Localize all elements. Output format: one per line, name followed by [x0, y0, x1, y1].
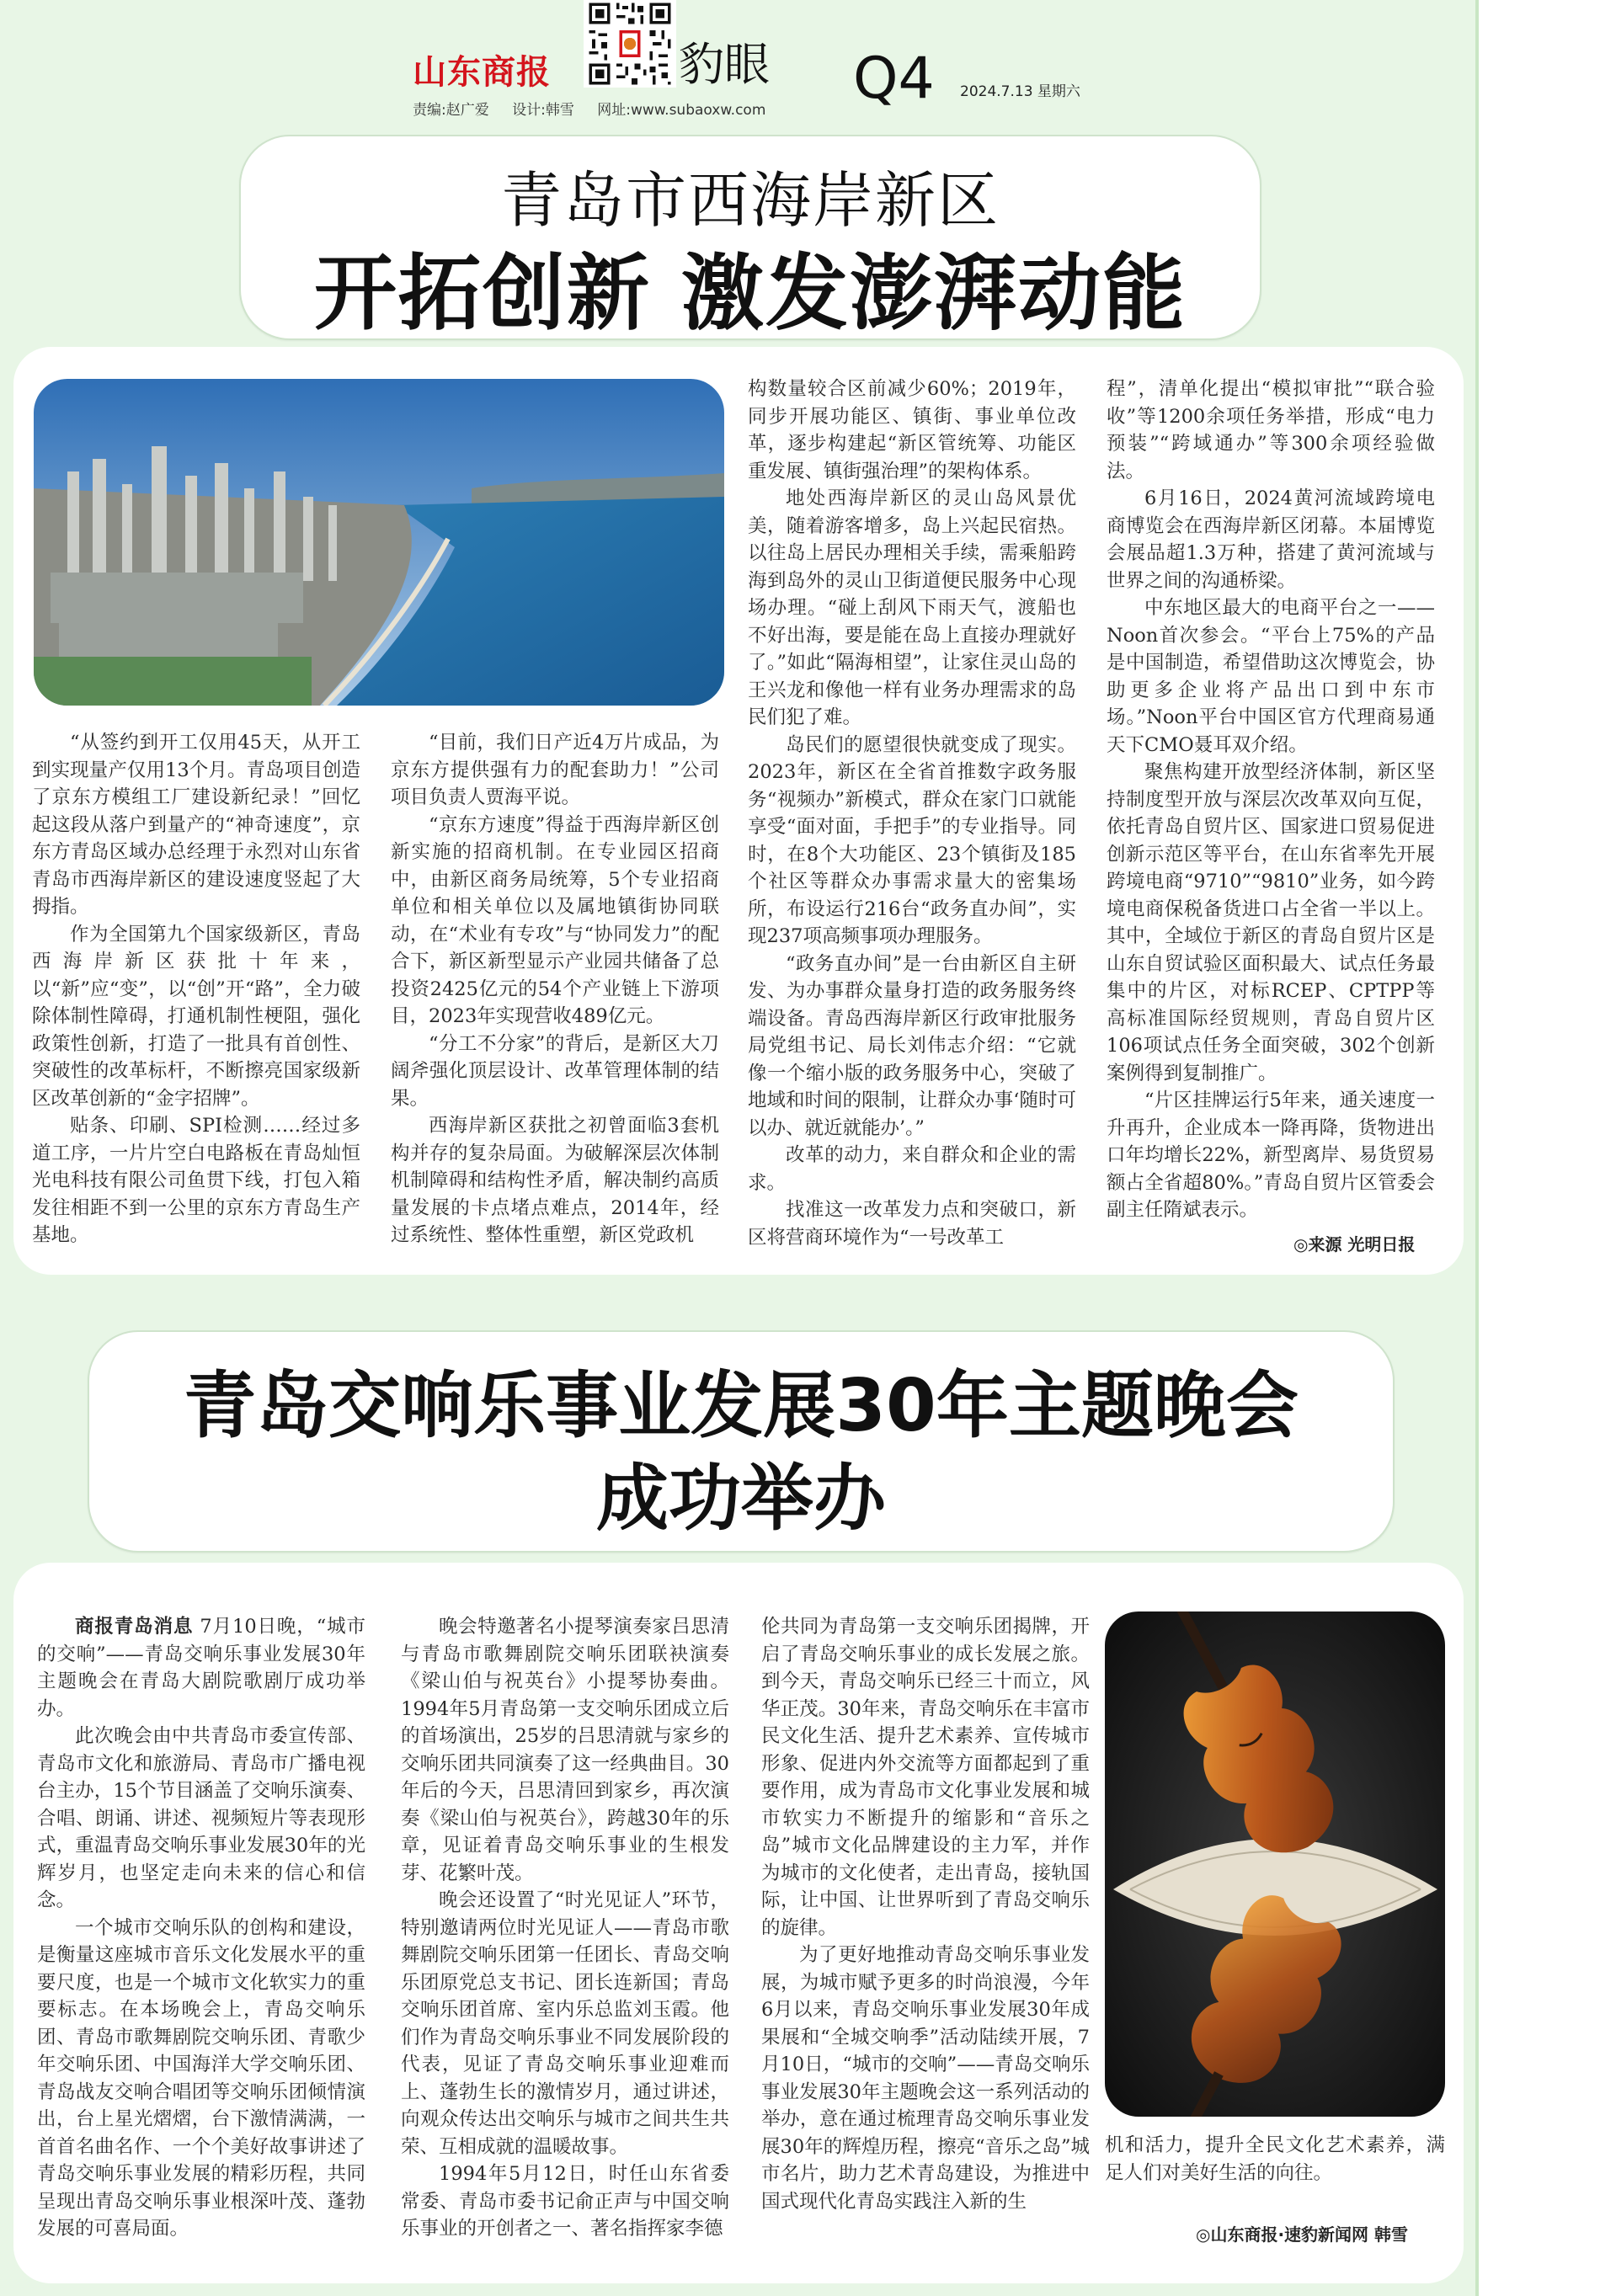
paragraph: 中东地区最大的电商平台之一——Noon首次参会。“平台上75%的产品是中国制造，希望借助这次博览会，协助更多企业将产品出口到中东市场。”Noon平台中国区官方代理商易通天下CMO聂耳双介绍。: [1107, 597, 1435, 756]
editor-credit: 责编:赵广爱: [413, 102, 489, 119]
article1-source: ◎来源 光明日报: [1293, 1234, 1416, 1255]
paragraph: “政务直办间”是一台由新区自主研发、为办事群众量身打造的政务服务终端设备。青岛西海岸新区行政审批服务局党组书记、局长刘伟志介绍：“它就像一个缩小版的政务服务中心，突破了地域和时间的限制，让群众办事‘随时可以办、就近就能办’。”: [748, 952, 1076, 1139]
article2-title-line-2: 成功举办: [596, 1457, 886, 1541]
paragraph: 西海岸新区获批之初曾面临3套机构并存的复杂局面。为破解深层次体制机制障碍和结构性矛盾，解决制约高质量发展的卡点堵点难点，2014年，经过系统性、整体性重塑，新区党政机: [391, 1115, 719, 1246]
paragraph: 岛民们的愿望很快就变成了现实。2023年，新区在全省首推数字政务服务“视频办”新模式，群众在家门口就能享受“面对面，手把手”的专业指导。同时，在8个大功能区、23个镇街及185个社区等群众办事需求量大的密集场所，布设运行216台“政务直办间”，实现237项高频事项办理服务。: [748, 733, 1076, 947]
article2-column-4: [1105, 2132, 1445, 2187]
article2-column-2: [401, 1613, 729, 2243]
paragraph: “片区挂牌运行5年来，通关速度一升再升，企业成本一降再降，货物进出口年均增长22%，新型离岸、易货贸易额占全省超80%。”青岛自贸片区管委会副主任隋斌表示。: [1107, 1089, 1435, 1221]
article1-column-4: [1107, 376, 1435, 1224]
article1-headline-box: [239, 135, 1261, 340]
article1-subtitle: 青岛市西海岸新区: [500, 165, 1000, 236]
article1-column-2: [391, 729, 719, 1249]
paragraph: 改革的动力，来自群众和企业的需求。: [748, 1144, 1076, 1194]
paragraph: 机和活力，提升全民文化艺术素养，满足人们对美好生活的向往。: [1105, 2134, 1445, 2184]
page-edge-stripe: [1475, 0, 1479, 2296]
paragraph: “目前，我们日产近4万片成品，为京东方提供强有力的配套助力！”公司项目负责人贾海平说。: [391, 732, 719, 808]
section-title: 豹眼: [679, 38, 770, 91]
paragraph: 构数量较合区前减少60%；2019年，同步开展功能区、镇街、事业单位改革，逐步构建起“新区管统筹、功能区重发展、镇街强治理”的架构体系。: [748, 378, 1076, 482]
article2-column-1: [37, 1613, 365, 2243]
article2-title-line-1: 青岛交响乐事业发展30年主题晚会: [184, 1364, 1299, 1448]
paragraph: 为了更好地推动青岛交响乐事业发展，为城市赋予更多的时尚浪漫，今年6月以来，青岛交响乐事业发展30年成果展和“全城交响季”活动陆续开展，7月10日，“城市的交响”——青岛交响乐事业发展30年主题晚会这一系列活动的举办，意在通过梳理青岛交响乐事业发展30年的辉煌历程，擦亮“音乐之岛”城市名片，助力艺术青岛建设，为推进中国式现代化青岛实践注入新的生: [761, 1944, 1090, 2213]
qr-code-icon: [584, 0, 676, 88]
paragraph: 程”，清单化提出“模拟审批”“联合验收”等1200余项任务举措，形成“电力预装”“跨域通办”等300余项经验做法。: [1107, 378, 1435, 482]
paragraph: 聚焦构建开放型经济体制，新区坚持制度型开放与深层次改革双向互促，依托青岛自贸片区、国家进口贸易促进创新示范区等平台，在山东省率先开展跨境电商“9710”“9810”业务，如今跨境电商保税备货进口占全省一半以上。其中，全域位于新区的青岛自贸片区是山东自贸试验区面积最大、试点任务最集中的片区，对标RCEP、CPTPP等高标准国际经贸规则，青岛自贸片区106项试点任务全面突破，302个创新案例得到复制推广。: [1107, 761, 1435, 1084]
page-number: Q4: [853, 45, 935, 112]
paragraph: 晚会还设置了“时光见证人”环节，特别邀请两位时光见证人——青岛市歌舞剧院交响乐团第一任团长、青岛交响乐团原党总支书记、团长连新国；青岛交响乐团首席、室内乐总监刘玉霞。他们作为青岛交响乐事业不同发展阶段的代表，见证了青岛交响乐事业迎难而上、蓬勃生长的激情岁月，通过讲述，向观众传达出交响乐与城市之间共生共荣、互相成就的温暖故事。: [401, 1889, 729, 2158]
issue-date: 2024.7.13 星期六: [960, 83, 1080, 100]
paragraph: 贴条、印刷、SPI检测……经过多道工序，一片片空白电路板在青岛灿恒光电科技有限公司鱼贯下线，打包入箱发往相距不到一公里的京东方青岛生产基地。: [32, 1115, 360, 1246]
paragraph: “从签约到开工仅用45天，从开工到实现量产仅用13个月。青岛项目创造了京东方模组工厂建设新纪录！”回忆起这段从落户到量产的“神奇速度”，京东方青岛区域办总经理于永烈对山东省青岛市西海岸新区的建设速度竖起了大拇指。: [32, 732, 360, 918]
paragraph: “分工不分家”的背后，是新区大刀阔斧强化顶层设计、改革管理体制的结果。: [391, 1032, 719, 1110]
paragraph: 作为全国第九个国家级新区，青岛西海岸新区获批十年来，以“新”应“变”，以“创”开“路”，全力破除体制性障碍，打通机制性梗阻，强化政策性创新，打造了一批具有首创性、突破性的改革标杆，不断擦亮国家级新区改革创新的“金字招牌”。: [32, 923, 360, 1110]
website-credit: 网址:www.subaoxw.com: [597, 102, 766, 119]
paragraph: 地处西海岸新区的灵山岛风景优美，随着游客增多，岛上兴起民宿热。以往岛上居民办理相关手续，需乘船跨海到岛外的灵山卫街道便民服务中心现场办理。“碰上刮风下雨天气，渡船也不好出海，要是能在岛上直接办理就好了。”如此“隔海相望”，让家住灵山岛的王兴龙和像他一样有业务办理需求的岛民们犯了难。: [748, 487, 1076, 728]
paragraph: 7月10日晚，“城市的交响”——青岛交响乐事业发展30年主题晚会在青岛大剧院歌剧厅成功举办。: [37, 1616, 365, 1720]
article2-column-3: [761, 1613, 1090, 2215]
newspaper-logo: 山东商报: [413, 53, 551, 92]
designer-credit: 设计:韩雪: [512, 102, 574, 119]
article2-lead: 商报青岛消息: [75, 1616, 194, 1638]
violin-art-photo: [1105, 1611, 1445, 2117]
paragraph: 找准这一改革发力点和突破口，新区将营商环境作为“一号改革工: [748, 1199, 1076, 1249]
paragraph: 6月16日，2024黄河流域跨境电商博览会在西海岸新区闭幕。本届博览会展品超1.3万种，搭建了黄河流域与世界之间的沟通桥梁。: [1107, 487, 1435, 592]
coastal-city-photo: [34, 379, 724, 706]
paragraph: 此次晚会由中共青岛市委宣传部、青岛市文化和旅游局、青岛市广播电视台主办，15个节目涵盖了交响乐演奏、合唱、朗诵、讲述、视频短片等表现形式，重温青岛交响乐事业发展30年的光辉岁月，也坚定走向未来的信心和信念。: [37, 1725, 365, 1911]
paragraph: 晚会特邀著名小提琴演奏家吕思清与青岛市歌舞剧院交响乐团联袂演奏《梁山伯与祝英台》小提琴协奏曲。1994年5月青岛第一支交响乐团成立后的首场演出，25岁的吕思清就与家乡的交响乐团共同演奏了这一经典曲目。30年后的今天，吕思清回到家乡，再次演奏《梁山伯与祝英台》，跨越30年的乐章，见证着青岛交响乐事业的生根发芽、花繁叶茂。: [401, 1616, 729, 1884]
paragraph: 伦共同为青岛第一支交响乐团揭牌，开启了青岛交响乐事业的成长发展之旅。到今天，青岛交响乐已经三十而立，风华正茂。30年来，青岛交响乐在丰富市民文化生活、提升艺术素养、宣传城市形象、促进内外交流等方面都起到了重要作用，成为青岛市文化事业发展和城市软实力不断提升的缩影和“音乐之岛”城市文化品牌建设的主力军，并作为城市的文化使者，走出青岛，接轨国际，让中国、让世界听到了青岛交响乐的旋律。: [761, 1616, 1090, 1939]
article2-headline-box: [88, 1330, 1395, 1553]
paragraph: 1994年5月12日，时任山东省委常委、青岛市委书记俞正声与中国交响乐事业的开创者之一、著名指挥家李德: [401, 2163, 729, 2240]
article2-source: ◎山东商报·速豹新闻网 韩雪: [1196, 2224, 1409, 2245]
article1-column-1: [32, 729, 360, 1249]
masthead-credits: [413, 98, 784, 119]
paragraph: “京东方速度”得益于西海岸新区创新实施的招商机制。在专业园区招商中，由新区商务局统筹，5个专业招商单位和相关单位以及属地镇街协同联动，在“术业有专攻”与“协同发力”的配合下，新区新型显示产业园共储备了总投资2425亿元的54个产业链上下游项目，2023年实现营收489亿元。: [391, 813, 719, 1027]
paragraph: 一个城市交响乐队的创构和建设，是衡量这座城市音乐文化发展水平的重要尺度，也是一个城市文化软实力的重要标志。在本场晚会上，青岛交响乐团、青岛市歌舞剧院交响乐团、青歌少年交响乐团、中国海洋大学交响乐团、青岛战友交响合唱团等交响乐团倾情演出，台上星光熠熠，台下激情满满，一首首名曲名作、一个个美好故事讲述了青岛交响乐事业发展的精彩历程，共同呈现出青岛交响乐事业根深叶茂、蓬勃发展的可喜局面。: [37, 1916, 365, 2240]
article1-column-3: [748, 376, 1076, 1251]
article1-title: 开拓创新 激发澎湃动能: [313, 246, 1187, 342]
